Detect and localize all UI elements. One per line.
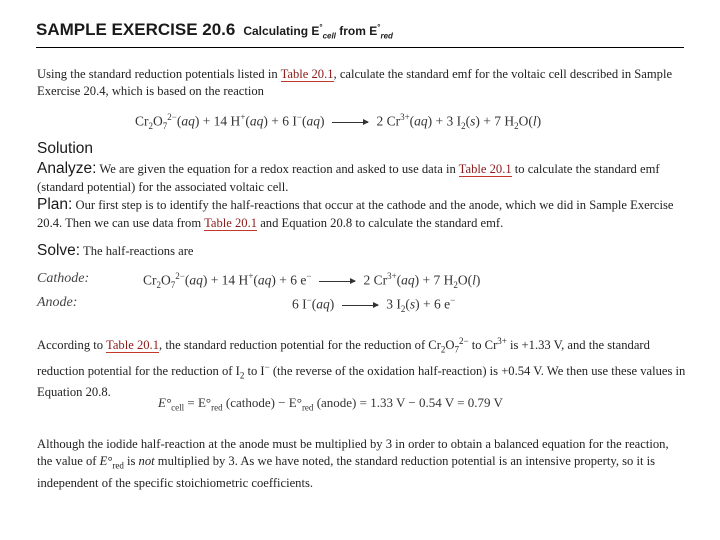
intro-paragraph [37, 66, 687, 100]
exercise-title: SAMPLE EXERCISE 20.6 [36, 20, 236, 39]
subtitle-text: Calculating E [243, 24, 320, 38]
subtitle-sub-cell: cell [322, 31, 336, 41]
eq-sub-2: red [301, 402, 314, 413]
anode-label: Anode: [37, 295, 78, 310]
emf-equation [158, 395, 503, 413]
intro-text: Using the standard reduction potentials listed in [37, 67, 281, 81]
exercise-subtitle: Calculating $E^\circ_{cell}$ from $E^\circ_{red}$ [243, 23, 393, 41]
plan-text-2: and Equation 20.8 to calculate the standard emf. [257, 216, 504, 230]
eq-lhs: E° [158, 395, 172, 410]
solve-label: Solve: [37, 242, 81, 259]
plan-paragraph [37, 196, 687, 232]
subtitle-text-mid: from E [335, 24, 378, 38]
closing-ered-sub: red [112, 460, 124, 471]
solution-heading [37, 140, 687, 158]
plan-text: Our first step is to identify the half-reactions that occur at the cathode and the anode, which we did in Sample Exercise 20.4. Then we can use data from [37, 198, 674, 230]
anode-reaction: 6 I−(aq) 3 $I_2(s) + 6$ e− [292, 295, 456, 315]
eq-lhs-sub: cell [171, 402, 185, 413]
potentials-text-5: to I [244, 363, 265, 378]
subtitle-sub-red: red [380, 31, 393, 41]
cathode-label: Cathode: [37, 271, 90, 286]
closing-paragraph [37, 436, 687, 492]
closing-ered: E° [99, 454, 113, 468]
closing-text: Although the iodide half-reaction at the anode must be multiplied by 3 in order to obtain a balanced equation for the reaction, the value of [37, 437, 669, 468]
header-divider [36, 47, 684, 48]
overall-reaction: $Cr_2O_7^{2-}(aq) + 14$ H+(aq) + 6 I−(aq) 2 $Cr^{3+}(aq) + 3$ $I_2(s) + 7$ $H_2O(l)$ [135, 112, 542, 132]
table-link-intro[interactable]: Table 20.1 [280, 67, 334, 81]
table-link-potentials[interactable]: Table 20.1 [106, 338, 160, 353]
eq-part-3: (anode) = 1.33 V − 0.54 V = 0.79 V [313, 395, 503, 410]
plan-label: Plan: [37, 196, 73, 213]
intro-text-2: , calculate the standard emf for the voltaic cell described in Sample Exercise 20.4, which is based on the reaction [37, 67, 673, 98]
analyze-text: We are given the equation for a redox reaction and asked to use data in [96, 162, 459, 176]
closing-text-3: multiplied by 3. As we have noted, the standard reduction potential is an intensive property, so it is independent of the specific stoichiometric coefficients. [37, 454, 656, 490]
reaction-arrow-icon [332, 122, 368, 123]
potentials-paragraph: According to Table 20.1, the standard reduction potential for the reduction of $Cr_2O_7^{2-}$ to $Cr^{3+}$ is +1.33 V, and the standard reduction potential for the reduction of $I_2$ to I− (the reverse of the oxidation half-reaction) is +0.54 V. We then use these values in Equation 20.8. [37, 336, 686, 400]
potentials-text: According to [37, 338, 107, 353]
solution-title: Solution [37, 140, 94, 157]
potentials-text-4: is +1.33 V, and the standard reduction potential for the reduction of I [37, 338, 650, 378]
closing-text-2: is [123, 454, 139, 468]
cathode-reaction: $Cr_2O_7^{2-}(aq) + 14$ H+(aq) + 6 e− 2 $Cr^{3+}(aq) + 7$ $H_2O(l)$ [143, 271, 481, 291]
eq-part-2: (cathode) − E° [222, 395, 302, 410]
potentials-text-2: , the standard reduction potential for the reduction of Cr [159, 338, 441, 353]
analyze-label: Analyze: [37, 160, 97, 177]
exercise-header [36, 20, 696, 46]
cathode-arrow-icon [319, 281, 355, 282]
eq-sub-1: red [211, 402, 223, 413]
anode-arrow-icon [342, 305, 378, 306]
table-link-analyze[interactable]: Table 20.1 [458, 162, 512, 176]
solve-paragraph [37, 242, 687, 260]
solve-text: The half-reactions are [80, 244, 194, 258]
closing-not: not [138, 454, 155, 468]
analyze-paragraph [37, 160, 687, 196]
analyze-text-2: to calculate the standard emf (standard potential) for the associated voltaic cell. [37, 162, 660, 194]
potentials-text-6: (the reverse of the oxidation half-reaction) is +0.54 V. We then use these values in Equation 20.8. [37, 363, 686, 400]
potentials-text-3: to Cr [468, 338, 498, 353]
table-link-plan[interactable]: Table 20.1 [204, 216, 258, 230]
eq-part-1: = E° [184, 395, 212, 410]
